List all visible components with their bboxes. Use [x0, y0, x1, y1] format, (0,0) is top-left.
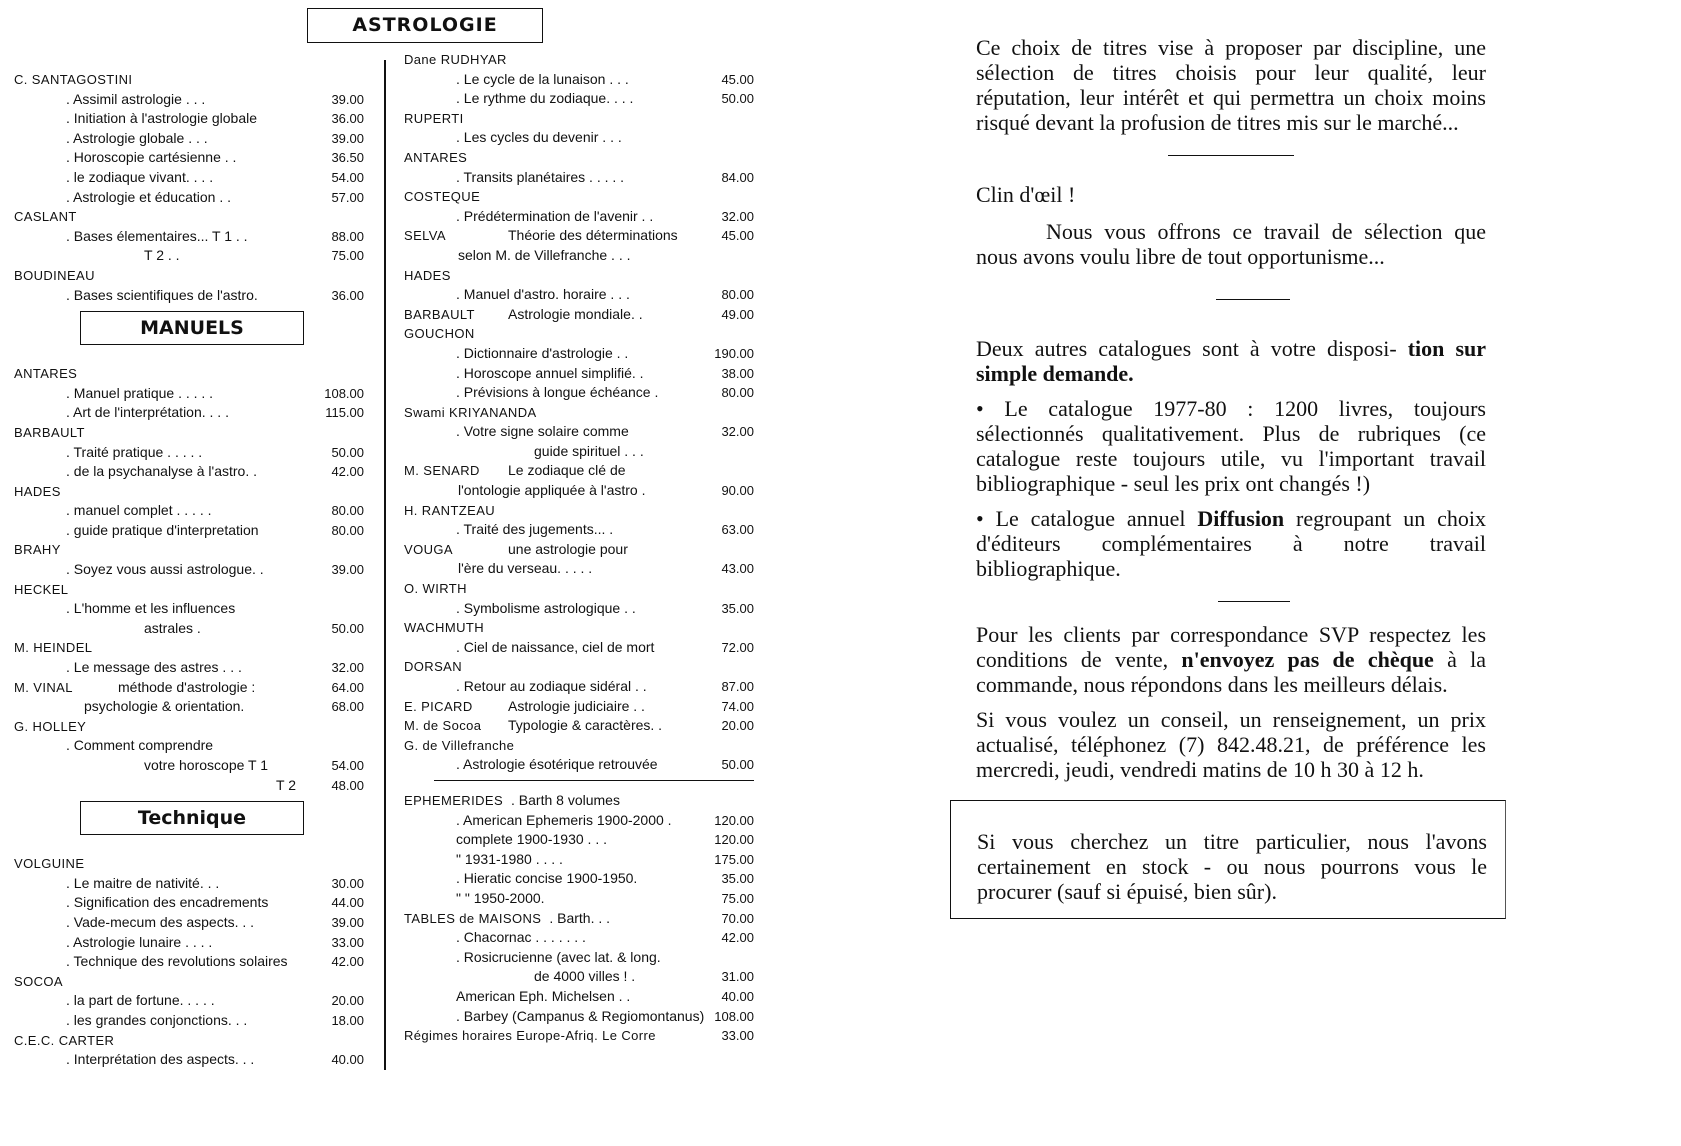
catalogue-entry — [14, 697, 364, 717]
price: 20.00 — [721, 718, 754, 734]
catalogue-entry — [404, 540, 754, 560]
catalogue-entry — [14, 854, 364, 874]
author: HADES — [404, 267, 451, 283]
catalogue-entry — [404, 70, 754, 90]
book-title: méthode d'astrologie : — [118, 678, 256, 695]
book-title: . la part de fortune. . . . . — [66, 992, 215, 1009]
catalogue-entry — [404, 909, 754, 929]
catalogue-entry — [404, 226, 754, 246]
book-title: . Bases scientifiques de l'astro. — [66, 286, 258, 303]
catalogue-entry — [14, 638, 364, 658]
book-title: . Assimil astrologie . . . — [66, 90, 206, 107]
catalogue-entry — [404, 422, 754, 442]
price: 32.00 — [721, 424, 754, 440]
book-title: . Soyez vous aussi astrologue. . — [66, 561, 264, 578]
book-title: . Art de l'interprétation. . . . — [66, 404, 229, 421]
text: regroupant un choix d'éditeurs complémentaires à notre travail bibliographique. — [976, 506, 1486, 581]
book-title: Typologie & caractères. . — [508, 717, 663, 734]
book-title: . Le rythme du zodiaque. . . . — [456, 90, 634, 107]
author: EPHEMERIDES — [404, 792, 504, 808]
catalogues-intro-bold: tion sur simple demande. — [976, 336, 1487, 386]
author: TABLES de MAISONS — [404, 910, 542, 926]
price: 45.00 — [721, 71, 754, 87]
price: 80.00 — [721, 385, 754, 401]
book-title: . Le message des astres . . . — [66, 659, 242, 676]
price: 54.00 — [331, 169, 364, 185]
price: 84.00 — [721, 169, 754, 185]
right-column — [976, 35, 1486, 919]
author: Régimes horaires Europe-Afriq. Le Corre — [404, 1028, 656, 1044]
catalogue-entry — [14, 619, 364, 639]
price: 36.00 — [331, 287, 364, 303]
book-title: . Astrologie globale . . . — [66, 129, 208, 146]
catalogue-entry — [404, 618, 754, 638]
book-title: une astrologie pour — [508, 540, 628, 557]
book-title: . Le maitre de nativité. . . — [66, 874, 220, 891]
catalogue-entry — [404, 168, 754, 188]
correspondance-paragraph — [976, 622, 1486, 697]
author: Dane RUDHYAR — [404, 52, 507, 67]
price: 80.00 — [721, 287, 754, 303]
catalogue-entry — [14, 109, 364, 129]
catalogue-entry — [404, 987, 754, 1007]
catalogue-entry — [404, 755, 754, 775]
price: 64.00 — [331, 679, 364, 695]
book-title: psychologie & orientation. — [84, 698, 245, 715]
price: 42.00 — [331, 954, 364, 970]
price: 20.00 — [331, 993, 364, 1009]
price: 74.00 — [721, 698, 754, 714]
catalogues-paragraph — [976, 336, 1486, 386]
catalogue-entry — [404, 889, 754, 909]
book-title: . Symbolisme astrologique . . — [456, 599, 636, 616]
book-title: votre horoscope T 1 — [144, 757, 269, 773]
price: 120.00 — [714, 832, 754, 848]
book-title: . Hieratic concise 1900-1950. — [456, 870, 638, 887]
price: 57.00 — [331, 189, 364, 205]
catalogue-entry — [14, 246, 364, 266]
price: 68.00 — [331, 699, 364, 715]
price: 35.00 — [721, 871, 754, 887]
catalogue-entry — [14, 678, 364, 698]
catalogue-entry — [404, 928, 754, 948]
book-title: . Initiation à l'astrologie globale — [66, 110, 258, 127]
catalogue-entry — [14, 286, 364, 306]
book-title: . Astrologie lunaire . . . . — [66, 933, 213, 950]
book-title: . Prédétermination de l'avenir . . — [456, 207, 654, 224]
catalogue-entry — [14, 423, 364, 443]
price: 50.00 — [331, 620, 364, 636]
book-title: Le zodiaque clé de — [508, 462, 626, 479]
author: DORSAN — [404, 659, 463, 675]
author: M. VINAL — [14, 679, 73, 695]
catalogue-entry — [404, 383, 754, 403]
book-title: l'ontologie appliquée à l'astro . — [458, 482, 646, 499]
clin-title: Clin d'œil ! — [976, 182, 1076, 207]
price: 32.00 — [331, 660, 364, 676]
price: 40.00 — [331, 1052, 364, 1068]
notice-text: Si vous cherchez un titre particulier, nous l'avons certainement en stock - ou nous pourrons vous le procurer (sauf si épuisé, bien sûr). — [977, 829, 1487, 904]
catalogue-entry — [14, 952, 364, 972]
book-title: . Astrologie ésotérique retrouvée — [456, 756, 658, 773]
author: HADES — [14, 483, 61, 499]
book-title: T 2 — [276, 776, 296, 793]
book-title: . manuel complet . . . . . — [66, 502, 212, 519]
conseil-paragraph: Si vous voulez un conseil, un renseignement, un prix actualisé, téléphonez (7) 842.48.21, de préférence les mercredi, jeudi, vendredi matins de 10 h 30 à 12 h. — [976, 707, 1486, 782]
catalogue-entry — [404, 850, 754, 870]
book-title: . Horoscope annuel simplifié. . — [456, 364, 644, 381]
book-title: . Comment comprendre — [66, 737, 214, 754]
catalogue-entry — [14, 874, 364, 894]
price: 108.00 — [714, 1008, 754, 1024]
price: 80.00 — [331, 522, 364, 538]
left-column — [14, 70, 364, 1070]
book-title: . Horoscopie cartésienne . . — [66, 149, 237, 166]
catalogue-entry — [14, 168, 364, 188]
catalogue-entry — [404, 559, 754, 579]
catalogue-entry — [14, 1031, 364, 1051]
catalogue-entry — [404, 501, 754, 521]
author: M. SENARD — [404, 463, 480, 479]
catalogue-entry — [404, 791, 754, 811]
book-title: T 2 . . — [144, 247, 180, 264]
book-title: . Barbey (Campanus & Regiomontanus) — [456, 1007, 705, 1024]
price: 33.00 — [331, 934, 364, 950]
author: H. RANTZEAU — [404, 502, 496, 518]
catalogue-entry — [14, 933, 364, 953]
catalogue-entry — [404, 364, 754, 384]
catalogue-entry — [14, 403, 364, 423]
catalogue-entry — [14, 1050, 364, 1070]
book-title: . Traité pratique . . . . . — [66, 443, 203, 460]
catalogue-entry — [14, 756, 364, 776]
catalogue-entry — [14, 207, 364, 227]
catalogue-entry — [14, 482, 364, 502]
section-divider — [404, 775, 754, 791]
book-title: . Votre signe solaire comme — [456, 423, 629, 440]
book-title: . les grandes conjonctions. . . — [66, 1011, 248, 1028]
book-title: selon M. de Villefranche . . . — [458, 246, 631, 263]
book-title: . American Ephemeris 1900-2000 . — [456, 811, 672, 828]
book-title: . Le cycle de la lunaison . . . — [456, 70, 629, 87]
catalogue-entry — [404, 1007, 754, 1027]
catalogue-entry — [404, 403, 754, 423]
author: ANTARES — [404, 149, 468, 165]
text: à la commande, nous répondons dans les meilleurs délais. — [976, 647, 1486, 697]
price: 40.00 — [721, 988, 754, 1004]
catalogue-entry — [404, 461, 754, 481]
catalogue-entry — [404, 89, 754, 109]
book-title: . Rosicrucienne (avec lat. & long. — [456, 948, 661, 965]
price: 35.00 — [721, 600, 754, 616]
book-title: . Signification des encadrements — [66, 894, 269, 911]
author: M. de Socoa — [404, 718, 482, 734]
catalogue-entry — [404, 481, 754, 501]
catalogue-entry — [404, 50, 754, 70]
catalogue-entry — [404, 599, 754, 619]
author: BARBAULT — [404, 306, 475, 322]
price: 38.00 — [721, 365, 754, 381]
book-title: . L'homme et les influences — [66, 600, 236, 617]
book-title: . Bases élementaires... T 1 . . — [66, 227, 248, 244]
price: 63.00 — [721, 522, 754, 538]
catalogue-entry — [14, 991, 364, 1011]
price: 49.00 — [721, 306, 754, 322]
catalogue-entry — [14, 560, 364, 580]
catalogue-entry — [404, 869, 754, 889]
catalogue-entry — [14, 972, 364, 992]
book-title: Théorie des déterminations — [508, 227, 678, 244]
price: 36.50 — [331, 150, 364, 166]
catalogue-entry — [404, 657, 754, 677]
book-title: " " 1950-2000. — [456, 889, 545, 906]
notice-box — [950, 800, 1506, 919]
catalogue-entry — [14, 148, 364, 168]
catalogue-entry — [14, 893, 364, 913]
catalogue-entry — [14, 501, 364, 521]
heading-astrologie: ASTROLOGIE — [307, 8, 543, 43]
price: 18.00 — [331, 1012, 364, 1028]
ornament-divider — [1216, 299, 1290, 300]
book-title: l'ère du verseau. . . . . — [458, 560, 593, 577]
catalogue-entry — [14, 266, 364, 286]
author: Swami KRIYANANDA — [404, 404, 537, 420]
book-title: . guide pratique d'interpretation — [66, 521, 259, 538]
book-title: guide spirituel . . . — [534, 442, 644, 459]
author: G. HOLLEY — [14, 718, 87, 734]
author: E. PICARD — [404, 698, 473, 714]
heading-technique: Technique — [80, 801, 304, 835]
book-title: . Interprétation des aspects. . . — [66, 1051, 255, 1068]
catalogue-entry — [404, 109, 754, 129]
author: ANTARES — [14, 366, 78, 382]
intro-paragraph: Ce choix de titres vise à proposer par discipline, une sélection de titres choisis pour leur qualité, leur réputation, leur intérêt et qui permettra un choix moins risqué devant la profusion de titres mis sur le marché... — [976, 35, 1486, 135]
catalogue-entry — [404, 187, 754, 207]
catalogue-entry — [14, 717, 364, 737]
catalogue-entry — [14, 736, 364, 756]
price: 54.00 — [331, 758, 364, 773]
author: SELVA — [404, 228, 446, 244]
author: VOLGUINE — [14, 856, 85, 872]
catalogue-entry — [404, 148, 754, 168]
price: 108.00 — [324, 385, 364, 401]
catalogue-entry — [404, 736, 754, 756]
book-title: . Barth. . . — [549, 909, 611, 926]
catalogue-entry — [404, 324, 754, 344]
catalogue-entry — [404, 811, 754, 831]
price: 72.00 — [721, 639, 754, 655]
price: 44.00 — [331, 895, 364, 911]
section-heading-technique — [14, 795, 364, 854]
catalogue-entry — [14, 913, 364, 933]
text: • Le catalogue annuel — [976, 506, 1198, 531]
catalogue-entry — [14, 188, 364, 208]
price: 115.00 — [325, 405, 364, 421]
price: 50.00 — [331, 444, 364, 460]
price: 42.00 — [721, 930, 754, 946]
catalogue-entry — [404, 830, 754, 850]
catalogue-entry — [14, 364, 364, 384]
author: VOUGA — [404, 541, 453, 557]
catalogue-entry — [14, 384, 364, 404]
book-title: Astrologie mondiale. . — [508, 305, 643, 322]
text-bold: n'envoyez pas de chèque — [1181, 647, 1434, 672]
heading-manuels: MANUELS — [80, 311, 304, 345]
price: 88.00 — [331, 228, 364, 244]
price: 90.00 — [721, 483, 754, 499]
catalogue-entry — [404, 285, 754, 305]
price: 39.00 — [331, 914, 364, 930]
catalogue-entry — [404, 128, 754, 148]
book-title: de 4000 villes ! . — [534, 968, 636, 985]
book-title: . le zodiaque vivant. . . . — [66, 168, 214, 185]
catalogue-entry — [404, 697, 754, 717]
catalogue-entry — [14, 70, 364, 90]
clin-paragraph: Nous vous offrons ce travail de sélection que nous avons voulu libre de tout opportunisme... — [976, 219, 1486, 269]
book-title: . Manuel d'astro. horaire . . . — [456, 286, 630, 303]
price: 45.00 — [721, 228, 754, 244]
ornament-divider — [1168, 155, 1294, 156]
catalogue-entry — [404, 246, 754, 266]
column-divider — [384, 60, 386, 1070]
section-heading-manuels — [14, 305, 364, 364]
price: 48.00 — [331, 777, 364, 793]
catalogue-entry — [14, 658, 364, 678]
book-title: . Dictionnaire d'astrologie . . — [456, 344, 629, 361]
catalogue-entry — [14, 462, 364, 482]
catalogue-entry — [404, 344, 754, 364]
book-title: . Vade-mecum des aspects. . . — [66, 913, 255, 930]
book-title: " 1931-1980 . . . . — [456, 850, 563, 867]
book-title: . Technique des revolutions solaires — [66, 953, 288, 970]
author: M. HEINDEL — [14, 640, 93, 656]
catalogue-entry — [14, 443, 364, 463]
price: 32.00 — [721, 208, 754, 224]
price: 43.00 — [721, 561, 754, 577]
text-bold: Diffusion — [1197, 506, 1285, 531]
catalogue-entry — [14, 580, 364, 600]
book-title: . Transits planétaires . . . . . — [456, 168, 625, 185]
price: 36.00 — [331, 111, 364, 127]
book-title: . Astrologie et éducation . . — [66, 188, 231, 205]
author: BARBAULT — [14, 424, 85, 440]
book-title: . Traité des jugements... . — [456, 521, 614, 538]
ornament-divider — [1218, 601, 1290, 602]
author: COSTEQUE — [404, 189, 481, 205]
author: SOCOA — [14, 973, 63, 989]
catalogue-entry — [14, 90, 364, 110]
author: O. WIRTH — [404, 581, 467, 597]
catalogue-entry — [14, 1011, 364, 1031]
catalogue-entry — [404, 266, 754, 286]
price: 39.00 — [331, 91, 364, 107]
catalogue-entry — [14, 540, 364, 560]
author: C. SANTAGOSTINI — [14, 72, 133, 87]
book-title: American Eph. Michelsen . . — [456, 987, 631, 1004]
author: WACHMUTH — [404, 620, 484, 636]
price: 120.00 — [714, 812, 754, 828]
book-title: . Les cycles du devenir . . . — [456, 129, 622, 146]
price: 50.00 — [721, 757, 754, 773]
book-title: . Prévisions à longue échéance . — [456, 384, 659, 401]
price: 39.00 — [331, 130, 364, 146]
catalogue-entry — [404, 305, 754, 325]
price: 75.00 — [721, 890, 754, 906]
author: HECKEL — [14, 581, 69, 597]
price: 30.00 — [331, 875, 364, 891]
price: 50.00 — [721, 91, 754, 107]
catalogue-entry — [404, 442, 754, 462]
price: 80.00 — [331, 503, 364, 519]
catalogue-entry — [14, 227, 364, 247]
price: 33.00 — [721, 1028, 754, 1044]
catalogue-entry — [404, 207, 754, 227]
price: 39.00 — [331, 562, 364, 578]
catalogue-entry — [404, 716, 754, 736]
book-title: . de la psychanalyse à l'astro. . — [66, 463, 257, 480]
book-title: astrales . — [144, 619, 201, 636]
book-title: complete 1900-1930 . . . — [456, 831, 607, 848]
price: 190.00 — [714, 345, 754, 361]
catalogue-entry — [404, 948, 754, 968]
price: 70.00 — [721, 910, 754, 926]
catalogue-entry — [404, 520, 754, 540]
price: 42.00 — [331, 464, 364, 480]
author: BRAHY — [14, 542, 61, 558]
bullet-catalogue-1977: • Le catalogue 1977-80 : 1200 livres, toujours sélectionnés qualitativement. Plus de rubriques (ce catalogue reste toujours utile, vu l'important travail bibliographique - seul les prix ont changés !) — [976, 396, 1486, 496]
middle-column — [404, 50, 754, 1046]
catalogue-entry — [404, 677, 754, 697]
price: 87.00 — [721, 679, 754, 694]
author: C.E.C. CARTER — [14, 1032, 115, 1048]
price: 75.00 — [331, 248, 364, 264]
text: Pour les clients par correspondance SVP respectez les conditions de vente, — [976, 622, 1486, 672]
author: RUPERTI — [404, 110, 464, 126]
catalogue-entry — [404, 638, 754, 658]
catalogue-entry — [14, 521, 364, 541]
catalogue-entry — [14, 129, 364, 149]
price: 175.00 — [714, 851, 754, 867]
book-title: . Ciel de naissance, ciel de mort — [456, 638, 655, 655]
book-title: . Manuel pratique . . . . . — [66, 384, 214, 401]
price: 31.00 — [721, 969, 754, 985]
book-title: Astrologie judiciaire . . — [508, 697, 645, 714]
author: CASLANT — [14, 209, 77, 225]
author: GOUCHON — [404, 326, 475, 342]
book-title: . Barth 8 volumes — [511, 791, 620, 808]
catalogue-entry — [14, 776, 364, 796]
bullet-catalogue-diffusion — [976, 506, 1486, 581]
catalogues-intro: Deux autres catalogues sont à votre disposi- — [976, 336, 1397, 361]
catalogue-entry — [404, 579, 754, 599]
book-title: . Retour au zodiaque sidéral . . — [456, 678, 647, 694]
book-title: . Chacornac . . . . . . . — [456, 929, 586, 946]
author: G. de Villefranche — [404, 737, 515, 753]
catalogue-entry — [14, 599, 364, 619]
catalogue-entry — [404, 967, 754, 987]
author: BOUDINEAU — [14, 267, 95, 283]
catalogue-entry — [404, 1026, 754, 1046]
